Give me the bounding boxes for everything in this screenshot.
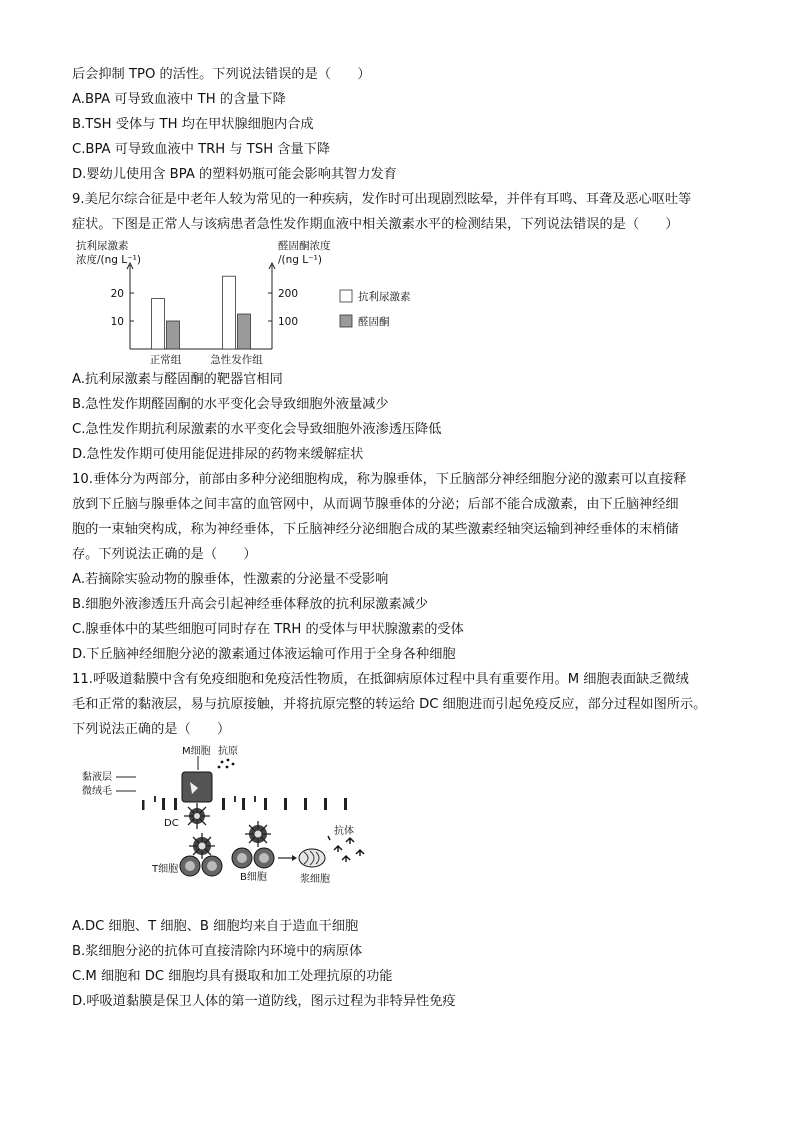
q11-option-d: D.呼吸道黏膜是保卫人体的第一道防线，图示过程为非特异性免疫 [72, 994, 456, 1009]
dc-label: DC [164, 818, 179, 829]
legend-swatch-aldosterone [340, 315, 352, 327]
t-cell-label: T细胞 [152, 864, 179, 875]
mucus-layer-label: 黏液层 [82, 772, 112, 783]
microvilli-label: 微绒毛 [82, 786, 112, 797]
category-label: 急性发作组 [210, 354, 263, 366]
legend-swatch-adh [340, 290, 352, 302]
q9-option-b: B.急性发作期醛固酮的水平变化会导致细胞外液量减少 [72, 397, 389, 412]
antibody-label: 抗体 [334, 826, 354, 837]
q11-immune-diagram [72, 742, 732, 914]
q9-option-c: C.急性发作期抗利尿激素的水平变化会导致细胞外液渗透压降低 [72, 422, 442, 437]
right-tick-label: 200 [278, 288, 299, 300]
left-tick-label: 20 [110, 288, 124, 300]
q10-stem-line-1: 10.垂体分为两部分，前部由多种分泌细胞构成，称为腺垂体，下丘脑部分神经细胞分泌的激素可以直接释 [72, 472, 687, 487]
q9-stem-line-1: 9.美尼尔综合征是中老年人较为常见的一种疾病，发作时可出现剧烈眩晕，并伴有耳鸣、耳聋及恶心呕吐等 [72, 192, 692, 207]
left-tick-label: 10 [110, 316, 124, 328]
plasma-cell-label: 浆细胞 [300, 874, 330, 885]
dc-cell [184, 803, 210, 829]
q10-option-b: B.细胞外液渗透压升高会引起神经垂体释放的抗利尿激素减少 [72, 597, 429, 612]
epithelial-cell-row [142, 796, 347, 810]
left-axis-title-2: 浓度/(ng L⁻¹) [76, 254, 141, 266]
q8-option-d: D.婴幼儿使用含 BPA 的塑料奶瓶可能会影响其智力发育 [72, 167, 397, 182]
bar [238, 314, 251, 349]
legend-label-aldosterone: 醛固酮 [358, 316, 390, 328]
q11-stem-line-2: 毛和正常的黏液层，易与抗原接触，并将抗原完整的转运给 DC 细胞进而引起免疫反应，部分过程如图所示。 [72, 697, 707, 712]
q9-hormone-chart [72, 237, 732, 367]
bar [223, 276, 236, 349]
mucosa-immune-diagram [72, 742, 372, 914]
q11-option-b: B.浆细胞分泌的抗体可直接清除内环境中的病原体 [72, 944, 363, 959]
right-axis-title-1: 醛固酮浓度 [278, 240, 331, 252]
q11-option-c: C.M 细胞和 DC 细胞均具有摄取和加工处理抗原的功能 [72, 969, 393, 984]
q10-stem-line-2: 放到下丘脑与腺垂体之间丰富的血管网中，从而调节腺垂体的分泌；后部不能合成激素，由下丘脑神经细 [72, 497, 679, 512]
antibody-molecules [328, 836, 364, 862]
q10-option-d: D.下丘脑神经细胞分泌的激素通过体液运输可作用于全身各种细胞 [72, 647, 456, 662]
q11-stem-line-3: 下列说法正确的是（ ） [72, 722, 231, 737]
t-cell-group [180, 833, 222, 876]
q8-option-b: B.TSH 受体与 TH 均在甲状腺细胞内合成 [72, 117, 314, 132]
category-label: 正常组 [149, 354, 182, 366]
hormone-bar-chart [72, 237, 432, 367]
q9-stem-line-2: 症状。下图是正常人与该病患者急性发作期血液中相关激素水平的检测结果，下列说法错误的是（ ） [72, 217, 679, 232]
right-axis-title-2: /(ng L⁻¹) [278, 254, 322, 266]
m-cell-label: M细胞 [182, 746, 211, 757]
b-cell-label: B细胞 [240, 872, 267, 883]
q8-option-c: C.BPA 可导致血液中 TRH 与 TSH 含量下降 [72, 142, 331, 157]
b-to-plasma-arrowhead [292, 855, 297, 861]
q8-stem-tail: 后会抑制 TPO 的活性。下列说法错误的是（ ） [72, 67, 371, 82]
q11-option-a: A.DC 细胞、T 细胞、B 细胞均来自于造血干细胞 [72, 919, 359, 934]
antigen-label: 抗原 [218, 746, 238, 757]
bar [152, 299, 165, 349]
q10-option-c: C.腺垂体中的某些细胞可同时存在 TRH 的受体与甲状腺激素的受体 [72, 622, 464, 637]
q10-stem-line-4: 存。下列说法正确的是（ ） [72, 547, 257, 562]
plasma-cell [299, 849, 325, 867]
left-axis-title-1: 抗利尿激素 [76, 240, 129, 252]
q9-option-d: D.急性发作期可使用能促进排尿的药物来缓解症状 [72, 447, 364, 462]
q8-option-a: A.BPA 可导致血液中 TH 的含量下降 [72, 92, 286, 107]
q10-option-a: A.若摘除实验动物的腺垂体，性激素的分泌量不受影响 [72, 572, 389, 587]
bar [167, 321, 180, 349]
exam-page [72, 62, 732, 1014]
q10-stem-line-3: 胞的一束轴突构成，称为神经垂体，下丘脑神经分泌细胞合成的某些激素经轴突运输到神经垂体的末梢储 [72, 522, 679, 537]
antigen-particles [218, 759, 235, 769]
b-cell-group [232, 821, 274, 868]
legend-label-adh: 抗利尿激素 [358, 291, 411, 303]
m-cell [182, 772, 212, 802]
right-tick-label: 100 [278, 316, 299, 328]
q11-stem-line-1: 11.呼吸道黏膜中含有免疫细胞和免疫活性物质，在抵御病原体过程中具有重要作用。M 细胞表面缺乏微绒 [72, 672, 689, 687]
q9-option-a: A.抗利尿激素与醛固酮的靶器官相同 [72, 372, 283, 387]
